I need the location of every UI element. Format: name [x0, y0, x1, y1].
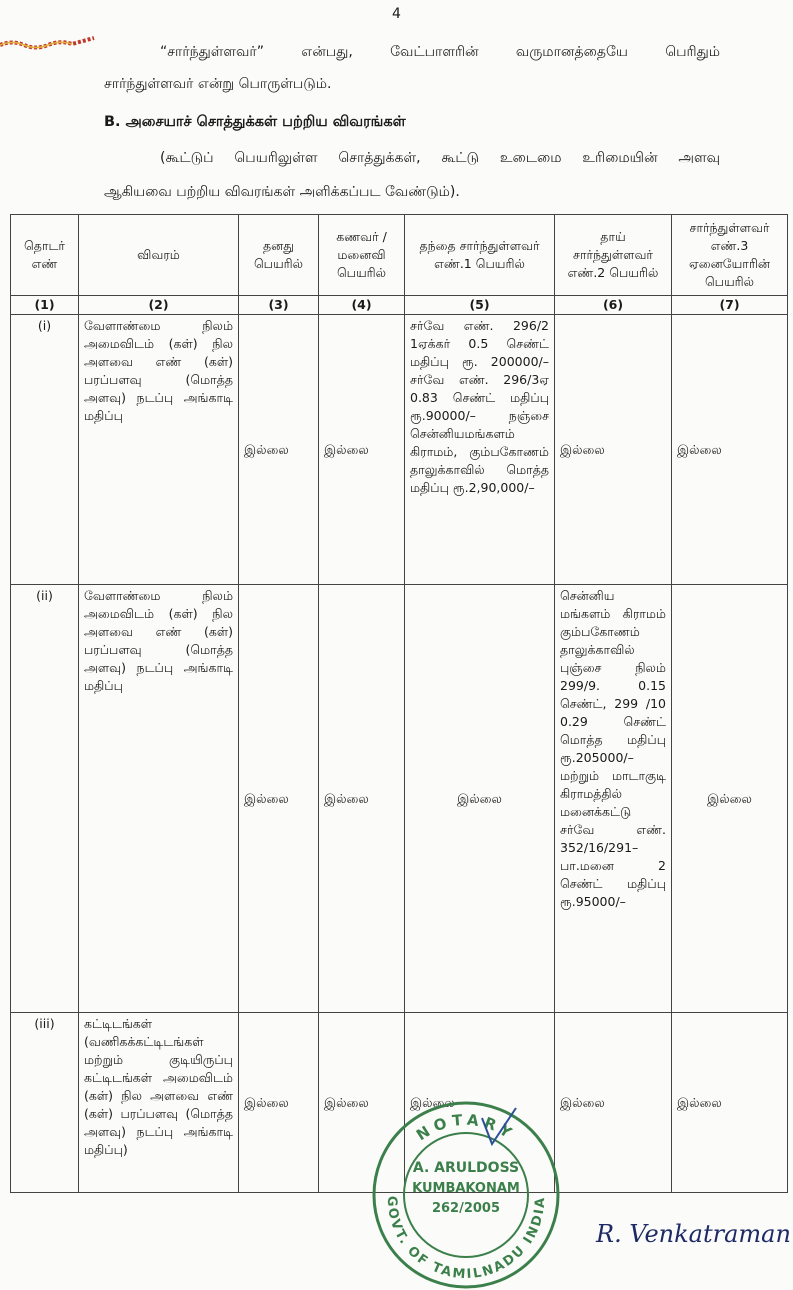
column-number-row [11, 296, 788, 315]
section-heading: B. அசையாச் சொத்துக்கள் பற்றிய விவரங்கள் [104, 114, 406, 130]
signature: R. Venkatraman [596, 1220, 791, 1248]
row-dependent-3: இல்லை [672, 585, 788, 1013]
section-note-line-1: (கூட்டுப் பெயரிலுள்ள சொத்துக்கள், கூட்டு உடைமை உரிமையின் அளவு [160, 150, 720, 166]
table-row [11, 315, 788, 585]
seal-top-text: NOTARY [413, 1110, 519, 1145]
seal-reg: 262/2005 [431, 1201, 501, 1216]
col-number: (6) [555, 296, 672, 315]
header-self: தனது பெயரில் [239, 215, 319, 296]
row-dependent-1: இல்லை [405, 585, 555, 1013]
row-dependent-2: சென்னிய மங்களம் கிராமம் கும்பகோணம் தாலுக்காவில் புஞ்சை நிலம் 299/9. 0.15 செண்ட், 299 /10 0.29 செண்ட் மொத்த மதிப்பு ரூ.205000/– மற்றும் மாடாகுடி கிராமத்தில் மனைக்கட்டு சர்வே எண். 352/16/291– பா.மனை 2 செண்ட் மதிப்பு ரூ.95000/– [555, 585, 672, 1013]
col-number: (4) [319, 296, 405, 315]
table-header-row [11, 215, 788, 296]
col-number: (2) [79, 296, 239, 315]
header-spouse: கணவர் / மனைவி பெயரில் [319, 215, 405, 296]
immovable-assets-table [10, 214, 788, 1193]
row-serial: (i) [11, 315, 79, 585]
seal-bottom-text: GOVT. OF TAMILNADU INDIA [383, 1195, 549, 1283]
row-description: வேளாண்மை நிலம் அமைவிடம் (கள்) நில அளவை எண் (கள்) பரப்பளவு (மொத்த அளவு) நடப்பு அங்காடி மதிப்பு [79, 315, 239, 585]
row-serial: (iii) [11, 1013, 79, 1193]
seal-place: KUMBAKONAM [412, 1181, 520, 1196]
row-self: இல்லை [239, 1013, 319, 1193]
row-dependent-2: இல்லை [555, 315, 672, 585]
page-number: 4 [392, 6, 401, 22]
intro-line-1: “சார்ந்துள்ளவர்” என்பது, வேட்பாளரின் வருமானத்தையே பெரிதும் [160, 44, 720, 60]
row-serial: (ii) [11, 585, 79, 1013]
header-serial: தொடர் எண் [11, 215, 79, 296]
notary-seal [366, 1100, 566, 1290]
row-self: இல்லை [239, 585, 319, 1013]
section-note-line-2: ஆகியவை பற்றிய விவரங்கள் அளிக்கப்பட வேண்டும்). [104, 184, 460, 200]
table-row [11, 585, 788, 1013]
row-dependent-2: இல்லை [555, 1013, 672, 1193]
seal-name: A. ARULDOSS [412, 1160, 520, 1176]
col-number: (1) [11, 296, 79, 315]
row-description: வேளாண்மை நிலம் அமைவிடம் (கள்) நில அளவை எண் (கள்) பரப்பளவு (மொத்த அளவு) நடப்பு அங்காடி மதிப்பு [79, 585, 239, 1013]
header-dependent-1: தந்தை சார்ந்துள்ளவர் எண்.1 பெயரில் [405, 215, 555, 296]
col-number: (5) [405, 296, 555, 315]
header-dependent-3: சார்ந்துள்ளவர் எண்.3 ஏனையோரின் பெயரில் [672, 215, 788, 296]
row-spouse: இல்லை [319, 585, 405, 1013]
thread-decoration [0, 36, 96, 50]
row-dependent-3: இல்லை [672, 1013, 788, 1193]
header-dependent-2: தாய் சார்ந்துள்ளவர் எண்.2 பெயரில் [555, 215, 672, 296]
row-dependent-1: சர்வே எண். 296/2 1ஏக்கர் 0.5 செண்ட் மதிப்பு ரூ. 200000/– சர்வே எண். 296/3ஏ 0.83 செண்ட் மதிப்பு ரூ.90000/– நஞ்சை சென்னியமங்களம் கிராமம், கும்பகோணம் தாலுக்காவில் மொத்த மதிப்பு ரூ.2,90,000/– [405, 315, 555, 585]
intro-line-2: சார்ந்துள்ளவர் என்று பொருள்படும். [104, 76, 332, 92]
row-self: இல்லை [239, 315, 319, 585]
row-spouse: இல்லை [319, 1013, 405, 1193]
row-spouse: இல்லை [319, 315, 405, 585]
col-number: (7) [672, 296, 788, 315]
row-dependent-3: இல்லை [672, 315, 788, 585]
header-details: விவரம் [79, 215, 239, 296]
col-number: (3) [239, 296, 319, 315]
row-description: கட்டிடங்கள் (வணிகக்கட்டிடங்கள் மற்றும் குடியிருப்பு கட்டிடங்கள் அமைவிடம் (கள்) நில அளவை எண் (கள்) பரப்பளவு (மொத்த அளவு) நடப்பு அங்காடி மதிப்பு) [79, 1013, 239, 1193]
row-dependent-1: இல்லை [405, 1013, 555, 1193]
